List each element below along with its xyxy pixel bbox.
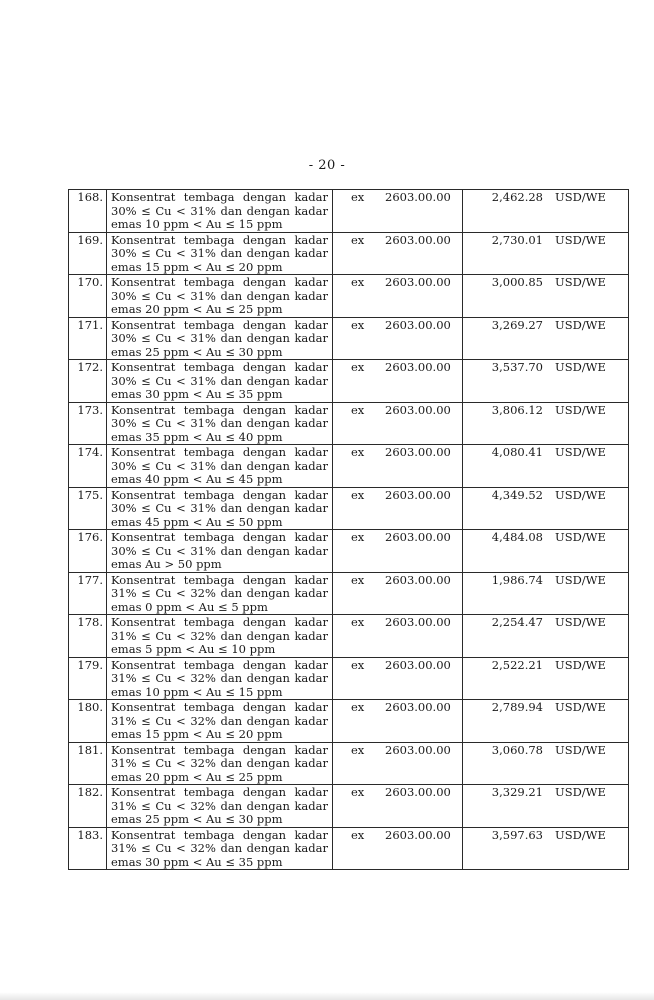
hs-code: 2603.00.00 — [385, 190, 451, 204]
product-description — [107, 530, 333, 573]
row-number: 173. — [69, 402, 107, 445]
description-line: 30% ≤ Cu < 31% dan dengan kadar — [111, 331, 328, 345]
price-unit: USD/WE — [555, 657, 606, 672]
table-row — [69, 827, 629, 870]
description-line: Konsentrat tembaga dengan kadar — [111, 615, 328, 629]
hs-prefix: ex — [351, 742, 365, 757]
hs-code-cell — [333, 615, 463, 658]
price-unit: USD/WE — [555, 402, 606, 417]
description-line: emas 45 ppm < Au ≤ 50 ppm — [111, 514, 283, 529]
description-line: emas 20 ppm < Au ≤ 25 ppm — [111, 302, 283, 316]
hs-code-cell — [333, 700, 463, 743]
row-number: 183. — [69, 827, 107, 870]
price-unit: USD/WE — [555, 445, 606, 459]
price-value: 2,462.28 — [491, 190, 543, 204]
description-line: 31% ≤ Cu < 32% dan dengan kadar — [111, 756, 328, 770]
hs-code: 2603.00.00 — [385, 402, 451, 417]
table-row — [69, 742, 629, 785]
row-number: 169. — [69, 232, 107, 275]
price-cell — [463, 317, 629, 360]
table-row — [69, 572, 629, 615]
table-row — [69, 615, 629, 658]
hs-code-cell — [333, 275, 463, 318]
hs-prefix: ex — [351, 190, 365, 204]
price-unit: USD/WE — [555, 572, 606, 587]
description-line: Konsentrat tembaga dengan kadar — [111, 190, 328, 204]
description-line: 31% ≤ Cu < 32% dan dengan kadar — [111, 841, 328, 855]
description-line: emas 40 ppm < Au ≤ 45 ppm — [111, 472, 283, 486]
description-line: Konsentrat tembaga dengan kadar — [111, 317, 328, 332]
price-unit: USD/WE — [555, 700, 606, 714]
row-number: 171. — [69, 317, 107, 360]
hs-code-cell — [333, 402, 463, 445]
hs-code: 2603.00.00 — [385, 445, 451, 459]
price-unit: USD/WE — [555, 360, 606, 374]
product-description — [107, 657, 333, 700]
description-line: emas 15 ppm < Au ≤ 20 ppm — [111, 727, 283, 741]
hs-code: 2603.00.00 — [385, 360, 451, 374]
price-value: 3,269.27 — [491, 317, 543, 332]
price-cell — [463, 445, 629, 488]
row-number: 178. — [69, 615, 107, 658]
table-row — [69, 360, 629, 403]
description-line: Konsentrat tembaga dengan kadar — [111, 360, 328, 374]
description-line: Konsentrat tembaga dengan kadar — [111, 827, 328, 842]
price-unit: USD/WE — [555, 827, 606, 842]
row-number: 176. — [69, 530, 107, 573]
hs-code: 2603.00.00 — [385, 615, 451, 629]
product-description — [107, 827, 333, 870]
scan-edge-shadow — [0, 992, 654, 1000]
product-description — [107, 360, 333, 403]
description-line: Konsentrat tembaga dengan kadar — [111, 700, 328, 714]
hs-prefix: ex — [351, 615, 365, 629]
price-cell — [463, 657, 629, 700]
table-row — [69, 275, 629, 318]
table-row — [69, 190, 629, 233]
product-description — [107, 700, 333, 743]
price-value: 3,537.70 — [491, 360, 543, 374]
hs-prefix: ex — [351, 785, 365, 799]
price-unit: USD/WE — [555, 232, 606, 247]
hs-code-cell — [333, 827, 463, 870]
hs-prefix: ex — [351, 487, 365, 502]
description-line: Konsentrat tembaga dengan kadar — [111, 530, 328, 544]
row-number: 182. — [69, 785, 107, 828]
description-line: 30% ≤ Cu < 31% dan dengan kadar — [111, 501, 328, 515]
row-number: 180. — [69, 700, 107, 743]
price-value: 2,730.01 — [491, 232, 543, 247]
price-value: 4,080.41 — [491, 445, 543, 459]
description-line: Konsentrat tembaga dengan kadar — [111, 487, 328, 502]
table-row — [69, 657, 629, 700]
product-description — [107, 317, 333, 360]
description-line: emas 20 ppm < Au ≤ 25 ppm — [111, 769, 283, 784]
price-cell — [463, 742, 629, 785]
table-row — [69, 445, 629, 488]
description-line: emas 0 ppm < Au ≤ 5 ppm — [111, 599, 268, 614]
price-cell — [463, 360, 629, 403]
hs-prefix: ex — [351, 572, 365, 587]
price-cell — [463, 190, 629, 233]
hs-prefix: ex — [351, 232, 365, 247]
price-unit: USD/WE — [555, 275, 606, 289]
description-line: emas 25 ppm < Au ≤ 30 ppm — [111, 812, 283, 826]
hs-code: 2603.00.00 — [385, 232, 451, 247]
hs-code: 2603.00.00 — [385, 572, 451, 587]
price-value: 3,597.63 — [491, 827, 543, 842]
product-description — [107, 487, 333, 530]
description-line: 30% ≤ Cu < 31% dan dengan kadar — [111, 203, 328, 218]
description-line: Konsentrat tembaga dengan kadar — [111, 657, 328, 672]
product-description — [107, 402, 333, 445]
description-line: emas 30 ppm < Au ≤ 35 ppm — [111, 387, 283, 401]
description-line: 30% ≤ Cu < 31% dan dengan kadar — [111, 246, 328, 260]
hs-code: 2603.00.00 — [385, 487, 451, 502]
hs-prefix: ex — [351, 530, 365, 544]
hs-code: 2603.00.00 — [385, 657, 451, 672]
description-line: 30% ≤ Cu < 31% dan dengan kadar — [111, 416, 328, 430]
description-line: Konsentrat tembaga dengan kadar — [111, 445, 328, 459]
hs-prefix: ex — [351, 402, 365, 417]
row-number: 172. — [69, 360, 107, 403]
hs-code-cell — [333, 317, 463, 360]
row-number: 168. — [69, 190, 107, 233]
hs-prefix: ex — [351, 360, 365, 374]
description-line: emas Au > 50 ppm — [111, 557, 222, 571]
table-row — [69, 232, 629, 275]
description-line: emas 10 ppm < Au ≤ 15 ppm — [111, 684, 283, 699]
price-unit: USD/WE — [555, 530, 606, 544]
hs-code-cell — [333, 445, 463, 488]
price-cell — [463, 275, 629, 318]
hs-code: 2603.00.00 — [385, 275, 451, 289]
price-unit: USD/WE — [555, 615, 606, 629]
hs-code: 2603.00.00 — [385, 785, 451, 799]
price-cell — [463, 487, 629, 530]
price-value: 3,000.85 — [491, 275, 543, 289]
table-row — [69, 402, 629, 445]
price-cell — [463, 402, 629, 445]
hs-code-cell — [333, 785, 463, 828]
page-number: - 20 - — [308, 158, 346, 173]
price-unit: USD/WE — [555, 190, 606, 204]
price-cell — [463, 530, 629, 573]
row-number: 170. — [69, 275, 107, 318]
row-number: 181. — [69, 742, 107, 785]
price-value: 2,254.47 — [491, 615, 543, 629]
hs-code-cell — [333, 360, 463, 403]
description-line: emas 10 ppm < Au ≤ 15 ppm — [111, 217, 283, 231]
tariff-table — [68, 189, 629, 870]
tariff-table-body — [69, 190, 629, 870]
price-cell — [463, 232, 629, 275]
product-description — [107, 275, 333, 318]
price-unit: USD/WE — [555, 317, 606, 332]
table-row — [69, 700, 629, 743]
price-cell — [463, 572, 629, 615]
hs-prefix: ex — [351, 827, 365, 842]
hs-code: 2603.00.00 — [385, 317, 451, 332]
hs-code: 2603.00.00 — [385, 742, 451, 757]
row-number: 179. — [69, 657, 107, 700]
price-value: 3,060.78 — [491, 742, 543, 757]
price-value: 4,349.52 — [491, 487, 543, 502]
product-description — [107, 742, 333, 785]
description-line: Konsentrat tembaga dengan kadar — [111, 232, 328, 247]
description-line: emas 5 ppm < Au ≤ 10 ppm — [111, 642, 276, 656]
price-unit: USD/WE — [555, 487, 606, 502]
description-line: 31% ≤ Cu < 32% dan dengan kadar — [111, 586, 328, 600]
table-row — [69, 487, 629, 530]
hs-code-cell — [333, 190, 463, 233]
hs-code-cell — [333, 657, 463, 700]
hs-prefix: ex — [351, 275, 365, 289]
hs-prefix: ex — [351, 445, 365, 459]
hs-code-cell — [333, 742, 463, 785]
hs-code-cell — [333, 572, 463, 615]
price-unit: USD/WE — [555, 742, 606, 757]
hs-code-cell — [333, 487, 463, 530]
description-line: 30% ≤ Cu < 31% dan dengan kadar — [111, 373, 328, 388]
product-description — [107, 232, 333, 275]
description-line: Konsentrat tembaga dengan kadar — [111, 785, 328, 799]
row-number: 177. — [69, 572, 107, 615]
product-description — [107, 572, 333, 615]
description-line: Konsentrat tembaga dengan kadar — [111, 275, 328, 289]
product-description — [107, 615, 333, 658]
product-description — [107, 785, 333, 828]
hs-prefix: ex — [351, 700, 365, 714]
description-line: emas 15 ppm < Au ≤ 20 ppm — [111, 259, 283, 274]
description-line: 31% ≤ Cu < 32% dan dengan kadar — [111, 671, 328, 685]
hs-code-cell — [333, 232, 463, 275]
description-line: emas 35 ppm < Au ≤ 40 ppm — [111, 429, 283, 444]
hs-code: 2603.00.00 — [385, 700, 451, 714]
price-cell — [463, 785, 629, 828]
hs-prefix: ex — [351, 317, 365, 332]
hs-code-cell — [333, 530, 463, 573]
description-line: Konsentrat tembaga dengan kadar — [111, 572, 328, 587]
price-value: 1,986.74 — [491, 572, 543, 587]
description-line: 30% ≤ Cu < 31% dan dengan kadar — [111, 543, 328, 558]
description-line: Konsentrat tembaga dengan kadar — [111, 402, 328, 417]
description-line: 30% ≤ Cu < 31% dan dengan kadar — [111, 458, 328, 473]
product-description — [107, 445, 333, 488]
hs-code: 2603.00.00 — [385, 530, 451, 544]
price-cell — [463, 700, 629, 743]
price-value: 2,522.21 — [491, 657, 543, 672]
price-value: 4,484.08 — [491, 530, 543, 544]
price-value: 3,329.21 — [491, 785, 543, 799]
table-row — [69, 785, 629, 828]
table-row — [69, 317, 629, 360]
row-number: 175. — [69, 487, 107, 530]
price-unit: USD/WE — [555, 785, 606, 799]
description-line: 31% ≤ Cu < 32% dan dengan kadar — [111, 628, 328, 643]
hs-prefix: ex — [351, 657, 365, 672]
description-line: Konsentrat tembaga dengan kadar — [111, 742, 328, 757]
price-value: 3,806.12 — [491, 402, 543, 417]
description-line: 31% ≤ Cu < 32% dan dengan kadar — [111, 713, 328, 728]
row-number: 174. — [69, 445, 107, 488]
description-line: 30% ≤ Cu < 31% dan dengan kadar — [111, 288, 328, 303]
hs-code: 2603.00.00 — [385, 827, 451, 842]
description-line: emas 25 ppm < Au ≤ 30 ppm — [111, 344, 283, 359]
price-cell — [463, 827, 629, 870]
price-cell — [463, 615, 629, 658]
price-value: 2,789.94 — [491, 700, 543, 714]
product-description — [107, 190, 333, 233]
table-row — [69, 530, 629, 573]
description-line: emas 30 ppm < Au ≤ 35 ppm — [111, 854, 283, 869]
description-line: 31% ≤ Cu < 32% dan dengan kadar — [111, 798, 328, 813]
